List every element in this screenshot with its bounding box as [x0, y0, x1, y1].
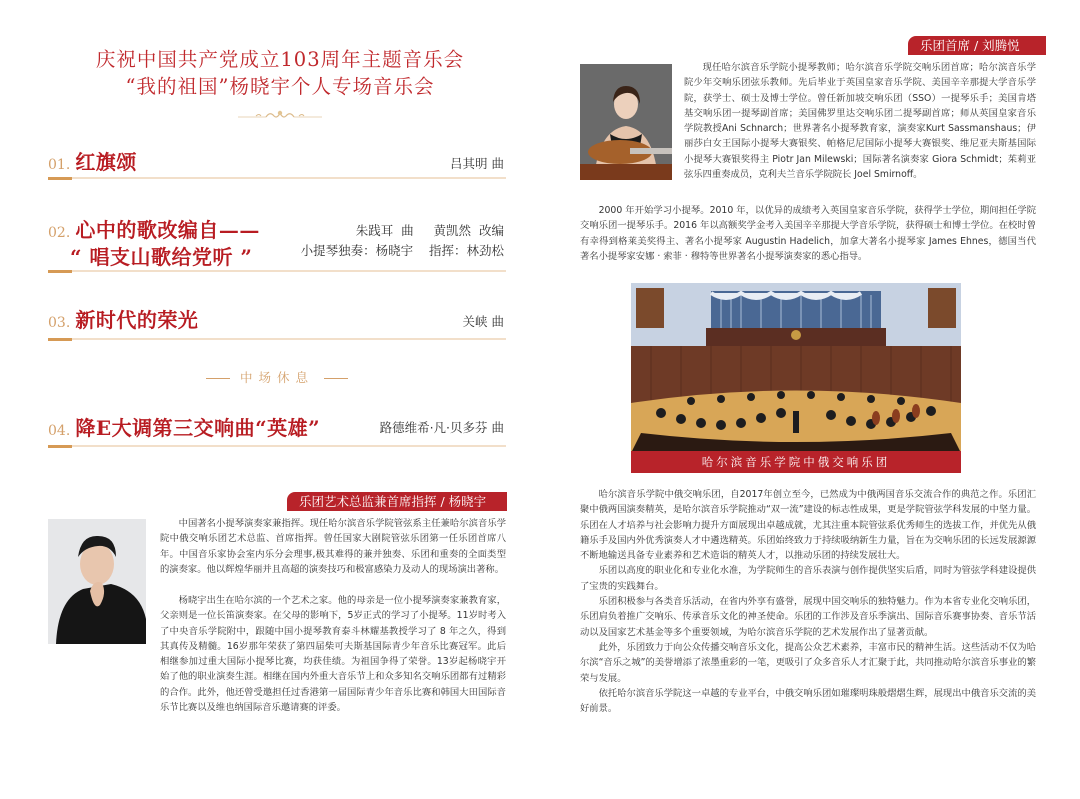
orchestra-photo-caption: 哈尔滨音乐学院中俄交响乐团	[631, 451, 961, 473]
concertmaster-photo	[580, 64, 672, 180]
program-item-3	[48, 304, 506, 340]
dash-right	[324, 378, 348, 379]
program-item-4	[48, 412, 506, 448]
program-number: 03.	[48, 315, 71, 331]
ornament-icon	[236, 108, 324, 122]
program-title: 红旗颂	[75, 150, 137, 174]
divider	[48, 270, 506, 272]
orchestra-paragraph-1: 哈尔滨音乐学院中俄交响乐团，自2017年创立至今，已然成为中俄两国音乐交流合作的典范之作。乐团汇聚中俄两国演奏精英，是哈尔滨音乐学院推动“双一流”建设的标志性成果，更是学院管弦学科发展的中坚力量。乐团在人才培养与社会影响力提升方面展现出卓越成就，尤其注重本院管弦系优秀师生的选拔工作，并优先从俄籍乐手及国内外优秀演奏人才中遴选精英。乐团始终致力于持续吸纳新生力量，旨在为交响乐团的长远发展源源不断地输送具备专业素养和艺术造诣的精英人才，以推动乐团的持续发展壮大。	[580, 489, 1036, 562]
program-performers: 小提琴独奏：杨晓宇 指挥：林劲松	[300, 243, 504, 258]
orchestra-description	[580, 487, 1036, 716]
orchestra-paragraph-5: 依托哈尔滨音乐学院这一卓越的专业平台，中俄交响乐团如璀璨明珠般熠熠生辉，展现出中俄音乐交流的美好前景。	[580, 687, 1036, 715]
concertmaster-bio-paragraph-2: 2000 年开始学习小提琴。2010 年，以优异的成绩考入英国皇家音乐学院，获得学士学位，期间担任学院交响乐团一提琴乐手。2016 年以高额奖学金考入美国辛辛那提大学音乐学院，获得硕士和博士学位。在校时曾有幸得到格莱美奖得主、著名小提琴家 Augustin Hadelich，加拿大著名小提琴家 James Ehnes，德国当代著名小提琴家安娜 · 索菲 · 穆特等世界著名小提琴演奏家的悉心指导。	[580, 205, 1036, 262]
conductor-bio-paragraph-1: 中国著名小提琴演奏家兼指挥。现任哈尔滨音乐学院管弦系主任兼哈尔滨音乐学院中俄交响乐团艺术总监、首席指挥。曾任国家大剧院管弦乐团第一任乐团首席八年。中国音乐家协会室内乐分会理事,极其难得的兼并独奏、乐团和重奏的全面类型的演奏家。他以辉煌华丽并且高超的演奏技巧和极富感染力及动人的现场演出著称。	[160, 518, 506, 575]
concertmaster-bio-paragraph-1: 现任哈尔滨音乐学院小提琴教师；哈尔滨音乐学院交响乐团首席；哈尔滨音乐学院少年交响乐团弦乐教师。先后毕业于英国皇家音乐学院、美国辛辛那提大学音乐学院，获学士、硕士及博士学位。曾任新加坡交响乐团（SSO）一提琴乐手；美国肯塔基交响乐团一提琴副首席；美国佛罗里达交响乐团二提琴副首席；师从英国皇家音乐学院教授Ani Schnarch；世界著名小提琴教育家，演奏家Kurt Sassmanshaus；伊丽莎白女王国际小提琴大赛银奖、帕格尼尼国际小提琴大赛银奖、维尼亚夫斯基国际小提琴大赛银奖得主 Piotr Jan Milewski；国际著名演奏家 Giora Schmidt；茱莉亚弦乐四重奏成员，克利夫兰音乐学院院长 Joel Smirnoff。	[684, 62, 1036, 181]
orchestra-paragraph-4: 此外，乐团致力于向公众传播交响音乐文化，提高公众艺术素养，丰富市民的精神生活。这些活动不仅为哈尔滨“音乐之城”的美誉增添了浓墨重彩的一笔，更吸引了众多音乐人才汇聚于此，共同推动哈尔滨音乐事业的繁荣与发展。	[580, 641, 1036, 684]
program-title: 降E大调第三交响曲“英雄”	[75, 416, 321, 440]
conductor-label: 乐团艺术总监兼首席指挥 / 杨晓宇	[287, 492, 507, 511]
orchestra-stage-image	[631, 283, 961, 453]
program-composer: 路德维希·凡·贝多芬 曲	[379, 420, 504, 435]
program-number: 01.	[48, 157, 71, 173]
concertmaster-bio-bottom	[580, 203, 1036, 264]
program-title-line2: “ 唱支山歌给党听 ”	[70, 245, 253, 269]
orchestra-paragraph-2: 乐团以高度的职业化和专业化水准，为学院师生的音乐表演与创作提供坚实后盾，同时为管弦学科建设提供了宝贵的实践舞台。	[580, 565, 1036, 592]
program-title-line1: 心中的歌改编自——	[75, 218, 260, 242]
conductor-bio-top	[160, 516, 506, 577]
divider	[48, 177, 506, 179]
divider	[48, 338, 506, 340]
dash-left	[206, 378, 230, 379]
conductor-bio-bottom	[48, 593, 506, 715]
program-title: 新时代的荣光	[75, 308, 199, 332]
concertmaster-bio-top	[684, 60, 1036, 182]
program-composer: 吕其明 曲	[450, 156, 504, 171]
conductor-bio-paragraph-2: 杨晓宇出生在哈尔滨的一个艺术之家。他的母亲是一位小提琴演奏家兼教育家，父亲则是一位长笛演奏家。在父母的影响下，5岁正式的学习了小提琴。11岁时考入了中央音乐学院附中，跟随中国小提琴教育泰斗林耀基教授学习了 8 年之久，得到其真传及精髓。16岁那年荣获了第四届柴可夫斯基国际青少年音乐比赛冠军。此后相继参加过重大国际小提琴比赛，均获佳绩。为祖国争得了荣誉。13岁起杨晓宇开始了他的职业演奏生涯。相继在国内外重大音乐节上和众多知名交响乐团都有过精彩的合作。此外，他还曾受邀担任过香港第一届国际青少年音乐比赛和韩国大田国际音乐节比赛以及维也纳国际音乐邀请赛的评委。	[160, 595, 506, 714]
program-item-1	[48, 146, 506, 180]
program-number: 04.	[48, 423, 71, 439]
concert-title-line1: 庆祝中国共产党成立103周年主题音乐会	[95, 48, 465, 71]
orchestra-photo	[631, 283, 961, 453]
program-composer-arranger: 朱践耳 曲 黄凯然 改编	[355, 223, 504, 238]
orchestra-paragraph-3: 乐团积极参与各类音乐活动，在省内外享有盛誉，展现中国交响乐的独特魅力。作为本省专业化交响乐团，乐团肩负着推广交响乐、传承音乐文化的神圣使命。乐团的工作涉及音乐季演出、国际音乐赛事协奏、音乐节活动以及国家艺术基金等多个重要领域，为哈尔滨音乐学院的艺术发展作出了显著贡献。	[580, 596, 1036, 638]
program-number: 02.	[48, 225, 71, 241]
program-item-2	[48, 214, 506, 274]
concertmaster-label: 乐团首席 / 刘腾悦	[908, 36, 1046, 55]
concertmaster-portrait-image	[580, 64, 672, 180]
program-composer: 关峡 曲	[462, 314, 504, 329]
intermission	[48, 368, 506, 386]
divider	[48, 445, 506, 447]
concert-title-line2: “我的祖国”杨晓宇个人专场音乐会	[125, 75, 435, 98]
intermission-label: 中场休息	[239, 370, 314, 385]
